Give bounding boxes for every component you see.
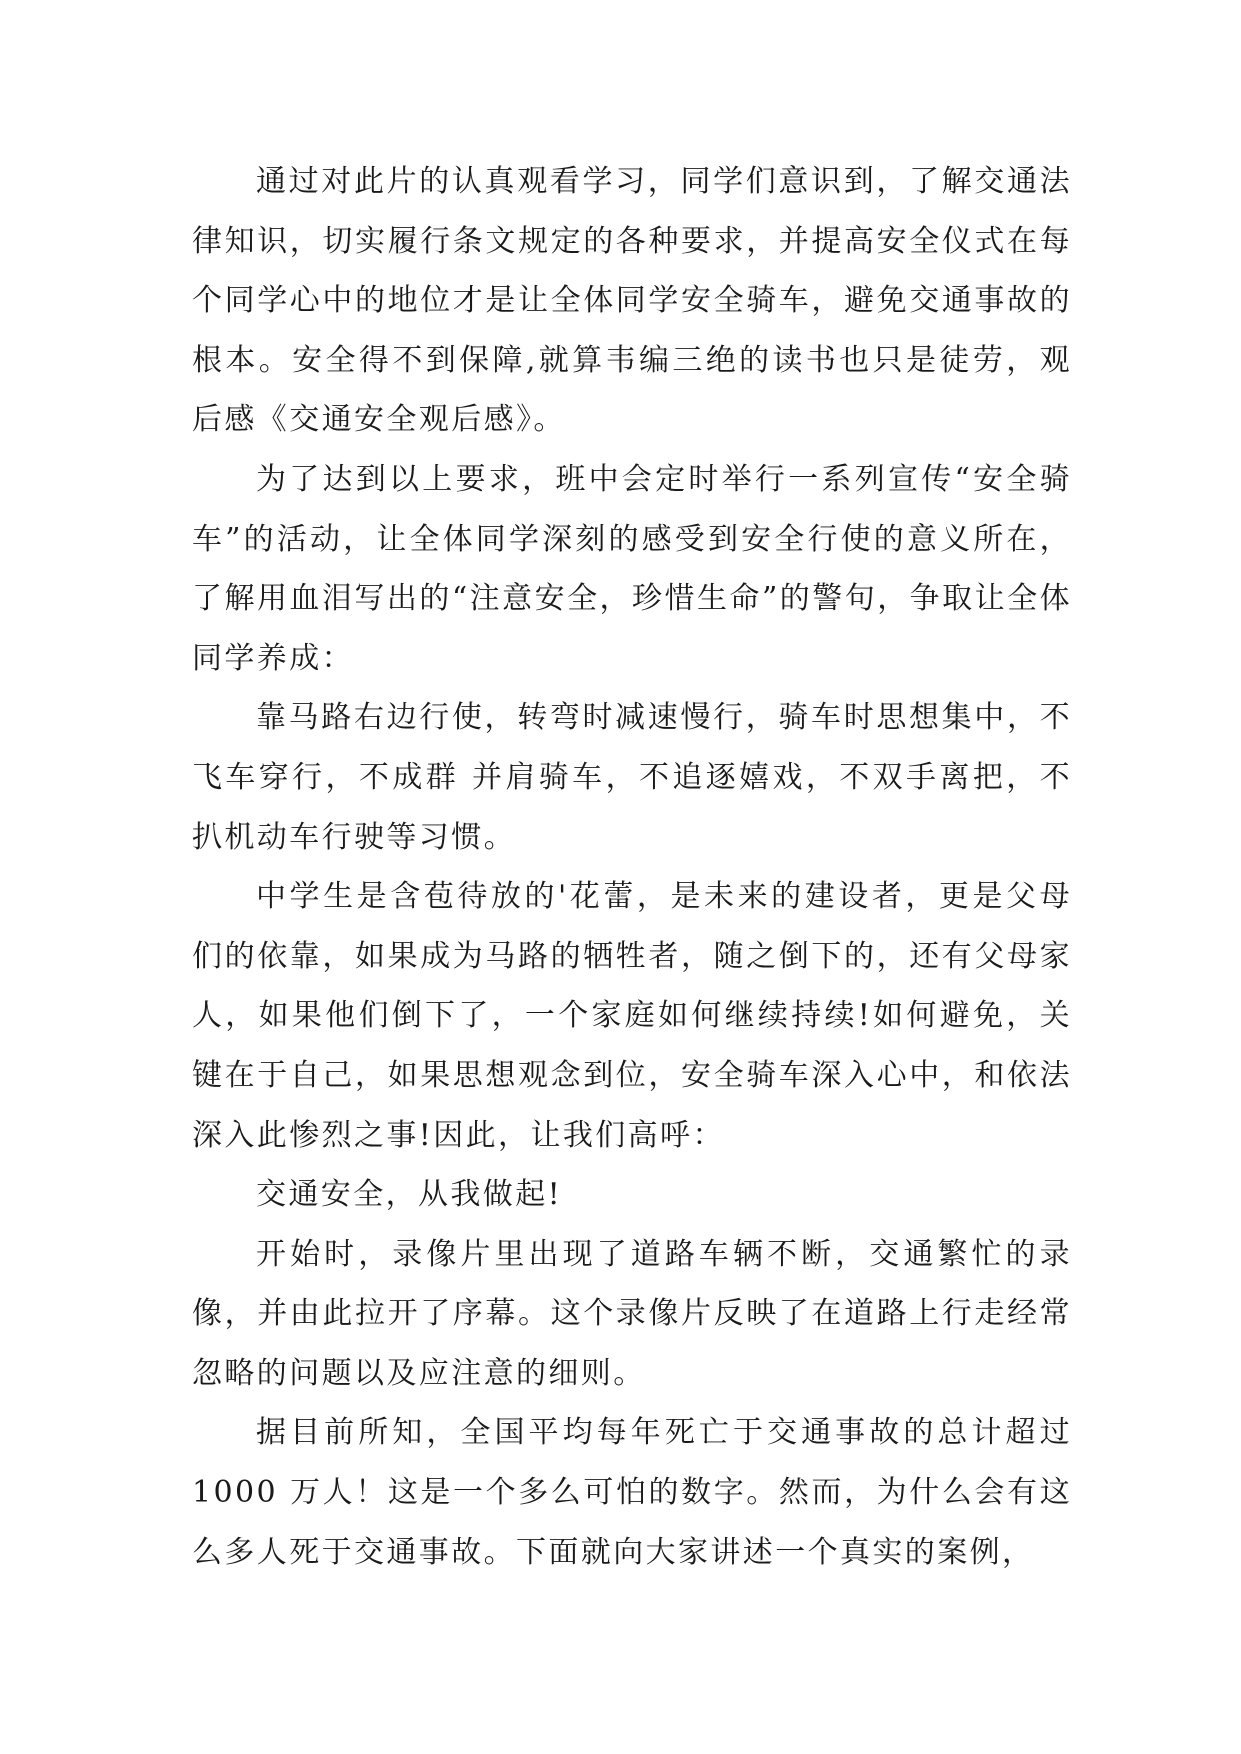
document-body (192, 152, 1072, 1582)
paragraph-7: 据目前所知，全国平均每年死亡于交通事故的总计超过1000 万人！这是一个多么可怕的数字。然而，为什么会有这么多人死于交通事故。下面就向大家讲述一个真实的案例， (192, 1415, 1072, 1570)
paragraph-6: 开始时，录像片里出现了道路车辆不断，交通繁忙的录像，并由此拉开了序幕。这个录像片反映了在道路上行走经常忽略的问题以及应注意的细则。 (192, 1236, 1072, 1391)
paragraph-4: 中学生是含苞待放的'花蕾，是未来的建设者，更是父母们的依靠，如果成为马路的牺牲者，随之倒下的，还有父母家人，如果他们倒下了，一个家庭如何继续持续!如何避免，关键在于自己，如果思想观念到位，安全骑车深入心中，和依法深入此惨烈之事!因此，让我们高呼： (192, 879, 1072, 1153)
paragraph-2: 为了达到以上要求，班中会定时举行一系列宣传“安全骑车”的活动，让全体同学深刻的感受到安全行使的意义所在，了解用血泪写出的“注意安全，珍惜生命”的警句，争取让全体同学养成： (192, 461, 1072, 676)
paragraph-1: 通过对此片的认真观看学习，同学们意识到，了解交通法律知识，切实履行条文规定的各种要求，并提高安全仪式在每个同学心中的地位才是让全体同学安全骑车，避免交通事故的根本。安全得不到保障,就算韦编三绝的读书也只是徒劳，观后感《交通安全观后感》。 (192, 164, 1072, 438)
paragraph-3: 靠马路右边行使，转弯时减速慢行，骑车时思想集中，不飞车穿行，不成群 并肩骑车，不追逐嬉戏，不双手离把，不扒机动车行驶等习惯。 (192, 700, 1072, 855)
paragraph-5: 交通安全，从我做起! (256, 1177, 563, 1213)
